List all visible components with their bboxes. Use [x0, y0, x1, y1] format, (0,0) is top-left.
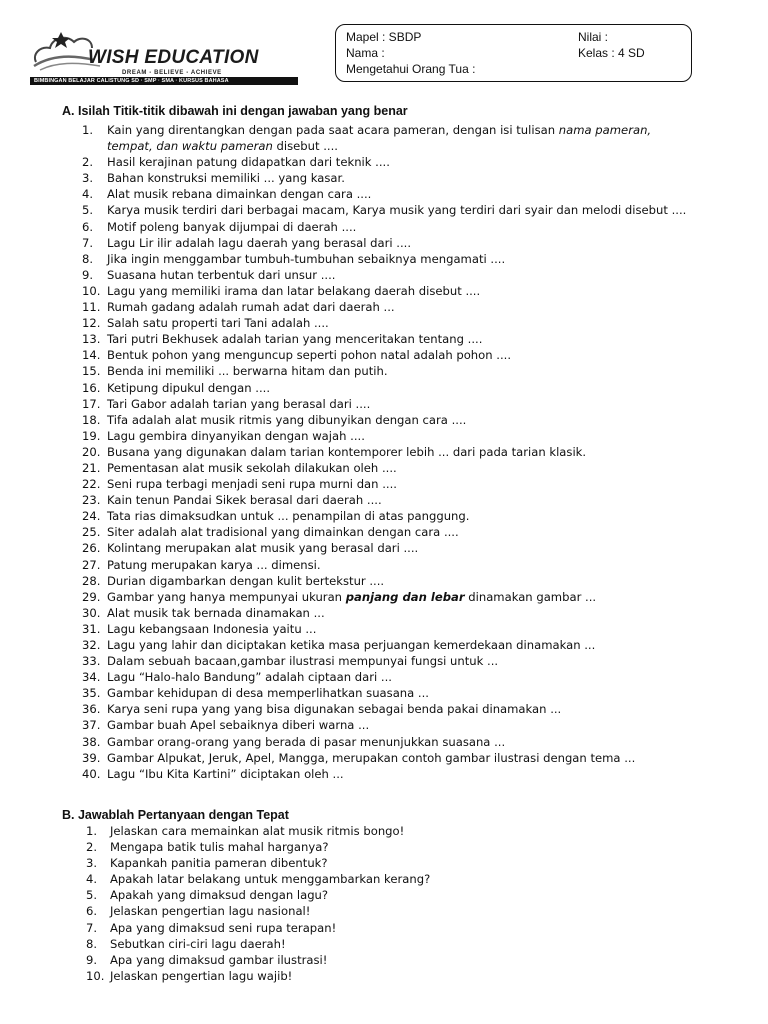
item-number: 5. — [82, 203, 94, 218]
item-text: Tifa adalah alat musik ritmis yang dibunyikan dengan cara .... — [107, 412, 467, 427]
item-text: Jelaskan pengertian lagu nasional! — [110, 904, 311, 919]
list-item — [0, 701, 768, 717]
item-text: Benda ini memiliki ... berwarna hitam dan putih. — [107, 364, 388, 379]
item-number: 1. — [82, 123, 94, 137]
item-number: 6. — [82, 219, 94, 234]
item-text: Sebutkan ciri-ciri lagu daerah! — [110, 936, 286, 951]
list-item — [0, 251, 768, 267]
section-a-title: A. Isilah Titik-titik dibawah ini dengan jawaban yang benar — [62, 104, 408, 118]
list-item — [0, 460, 768, 476]
list-item — [0, 122, 768, 154]
list-item — [0, 669, 768, 685]
list-item — [0, 750, 768, 766]
mapel-field: Mapel : SBDP — [346, 30, 422, 44]
item-text: Ketipung dipukul dengan .... — [107, 380, 271, 395]
item-text: Kolintang merupakan alat musik yang berasal dari .... — [107, 541, 419, 556]
list-item — [0, 540, 768, 556]
item-number: 21. — [82, 460, 101, 475]
item-text: Lagu “Halo-halo Bandung” adalah ciptaan dari ... — [107, 670, 392, 685]
list-item — [0, 871, 768, 887]
item-text: Lagu Lir ilir adalah lagu daerah yang berasal dari .... — [107, 235, 412, 250]
item-number: 33. — [82, 654, 101, 669]
item-text: Patung merupakan karya ... dimensi. — [107, 557, 321, 572]
item-text: Lagu kebangsaan Indonesia yaitu ... — [107, 621, 317, 636]
list-item — [0, 492, 768, 508]
list-item — [0, 154, 768, 170]
list-item — [0, 299, 768, 315]
list-item — [0, 621, 768, 637]
item-number: 7. — [82, 235, 94, 250]
item-number: 14. — [82, 348, 101, 363]
item-text: Tari Gabor adalah tarian yang berasal dari .... — [107, 396, 371, 411]
item-text: Apa yang dimaksud gambar ilustrasi! — [110, 952, 328, 967]
list-item — [0, 476, 768, 492]
logo-bar-text: BIMBINGAN BELAJAR CALISTUNG SD · SMP · SMA · KURSUS BAHASA — [34, 78, 229, 84]
list-item — [0, 557, 768, 573]
item-number: 17. — [82, 396, 101, 411]
list-item — [0, 524, 768, 540]
nama-field: Nama : — [346, 46, 385, 60]
item-text: Dalam sebuah bacaan,gambar ilustrasi mempunyai fungsi untuk ... — [107, 654, 499, 669]
item-number: 4. — [82, 187, 94, 202]
item-number: 39. — [82, 750, 101, 765]
logo-title: WISH EDUCATION — [88, 47, 259, 68]
item-number: 7. — [86, 920, 98, 935]
list-item — [0, 202, 768, 218]
mengetahui-orang-tua-field: Mengetahui Orang Tua : — [346, 62, 476, 76]
list-item — [0, 734, 768, 750]
item-number: 31. — [82, 621, 101, 636]
item-text: Lagu gembira dinyanyikan dengan wajah .... — [107, 428, 365, 443]
item-text: Suasana hutan terbentuk dari unsur .... — [107, 267, 336, 282]
item-text: Karya musik terdiri dari berbagai macam, Karya musik yang terdiri dari syair dan melodi disebut .... — [107, 203, 687, 218]
item-number: 3. — [82, 171, 94, 186]
item-text: Alat musik rebana dimainkan dengan cara .... — [107, 187, 372, 202]
section-b-title: B. Jawablah Pertanyaan dengan Tepat — [62, 808, 289, 822]
item-text: Rumah gadang adalah rumah adat dari daerah ... — [107, 300, 395, 315]
list-item — [0, 428, 768, 444]
list-item — [0, 887, 768, 903]
item-number: 38. — [82, 734, 101, 749]
student-info-box — [335, 24, 692, 82]
list-item — [0, 637, 768, 653]
item-number: 8. — [82, 251, 94, 266]
item-text: Gambar Alpukat, Jeruk, Apel, Mangga, merupakan contoh gambar ilustrasi dengan tema ... — [107, 750, 636, 765]
item-text: Kain tenun Pandai Sikek berasal dari daerah .... — [107, 493, 382, 508]
item-text: Bahan konstruksi memiliki ... yang kasar. — [107, 171, 345, 186]
item-number: 4. — [86, 872, 98, 887]
list-item — [0, 855, 768, 871]
list-item — [0, 952, 768, 968]
logo — [30, 26, 298, 84]
item-text: Jika ingin menggambar tumbuh-tumbuhan sebaiknya mengamati .... — [107, 251, 506, 266]
item-number: 3. — [86, 856, 98, 871]
list-item — [0, 283, 768, 299]
item-text: Alat musik tak bernada dinamakan ... — [107, 605, 325, 620]
list-item — [0, 412, 768, 428]
list-item — [0, 766, 768, 782]
item-text: Jelaskan pengertian lagu wajib! — [110, 968, 293, 983]
item-number: 20. — [82, 444, 101, 459]
list-item — [0, 235, 768, 251]
item-text: Gambar yang hanya mempunyai ukuran panjang dan lebar dinamakan gambar ... — [107, 589, 597, 604]
item-number: 23. — [82, 493, 101, 508]
kelas-field: Kelas : 4 SD — [578, 46, 645, 60]
item-text: Pementasan alat musik sekolah dilakukan oleh .... — [107, 460, 397, 475]
list-item — [0, 903, 768, 919]
item-text: Bentuk pohon yang menguncup seperti pohon natal adalah pohon .... — [107, 348, 512, 363]
logo-bar — [30, 77, 298, 85]
list-item — [0, 936, 768, 952]
item-number: 22. — [82, 477, 101, 492]
item-number: 36. — [82, 702, 101, 717]
item-text: Durian digambarkan dengan kulit bertekstur .... — [107, 573, 385, 588]
item-text: Siter adalah alat tradisional yang dimainkan dengan cara .... — [107, 525, 459, 540]
item-text-continued: tempat, dan waktu pameran disebut .... — [107, 139, 338, 154]
item-text: Motif poleng banyak dijumpai di daerah .... — [107, 219, 357, 234]
item-number: 6. — [86, 904, 98, 919]
item-text: Apa yang dimaksud seni rupa terapan! — [110, 920, 337, 935]
section-b-list — [0, 823, 768, 984]
list-item — [0, 331, 768, 347]
list-item — [0, 823, 768, 839]
item-number: 15. — [82, 364, 101, 379]
item-text: Tari putri Bekhusek adalah tarian yang menceritakan tentang .... — [107, 332, 483, 347]
item-number: 26. — [82, 541, 101, 556]
item-text: Apakah latar belakang untuk menggambarkan kerang? — [110, 872, 431, 887]
list-item — [0, 380, 768, 396]
list-item — [0, 186, 768, 202]
item-number: 5. — [86, 888, 98, 903]
item-text: Hasil kerajinan patung didapatkan dari teknik .... — [107, 155, 390, 170]
item-text: Gambar buah Apel sebaiknya diberi warna ... — [107, 718, 370, 733]
item-text: Gambar kehidupan di desa memperlihatkan suasana ... — [107, 686, 429, 701]
nilai-field: Nilai : — [578, 30, 609, 44]
item-number: 16. — [82, 380, 101, 395]
item-number: 34. — [82, 670, 101, 685]
item-text: Seni rupa terbagi menjadi seni rupa murni dan .... — [107, 477, 397, 492]
item-number: 10. — [86, 968, 105, 983]
item-number: 19. — [82, 428, 101, 443]
item-text: Salah satu properti tari Tani adalah .... — [107, 316, 329, 331]
item-number: 1. — [86, 824, 98, 838]
item-number: 8. — [86, 936, 98, 951]
item-number: 9. — [82, 267, 94, 282]
item-number: 9. — [86, 952, 98, 967]
list-item — [0, 170, 768, 186]
list-item — [0, 267, 768, 283]
list-item — [0, 347, 768, 363]
item-text: Busana yang digunakan dalam tarian kontemporer lebih ... dari pada tarian klasik. — [107, 444, 587, 459]
item-number: 2. — [86, 840, 98, 855]
item-number: 35. — [82, 686, 101, 701]
list-item — [0, 968, 768, 984]
item-number: 11. — [82, 300, 101, 315]
item-number: 24. — [82, 509, 101, 524]
list-item — [0, 589, 768, 605]
list-item — [0, 653, 768, 669]
item-text: Tata rias dimaksudkan untuk ... penampilan di atas panggung. — [107, 509, 470, 524]
item-text: Apakah yang dimaksud dengan lagu? — [110, 888, 329, 903]
item-text: Kapankah panitia pameran dibentuk? — [110, 856, 328, 871]
item-number: 2. — [82, 155, 94, 170]
item-number: 30. — [82, 605, 101, 620]
list-item — [0, 444, 768, 460]
item-number: 25. — [82, 525, 101, 540]
item-number: 28. — [82, 573, 101, 588]
section-a-items-2-28 — [0, 154, 768, 589]
item-text: Mengapa batik tulis mahal harganya? — [110, 840, 329, 855]
item-text: Lagu yang memiliki irama dan latar belakang daerah disebut .... — [107, 283, 481, 298]
list-item — [0, 363, 768, 379]
list-item — [0, 717, 768, 733]
item-number: 27. — [82, 557, 101, 572]
item-number: 18. — [82, 412, 101, 427]
list-item — [0, 685, 768, 701]
item-text: Kain yang direntangkan dengan pada saat acara pameran, dengan isi tulisan nama pameran, — [107, 123, 652, 137]
item-text: Gambar orang-orang yang berada di pasar menunjukkan suasana ... — [107, 734, 506, 749]
section-a-list — [0, 122, 768, 782]
list-item — [0, 315, 768, 331]
list-item — [0, 219, 768, 235]
list-item — [0, 573, 768, 589]
list-item — [0, 839, 768, 855]
list-item — [0, 396, 768, 412]
item-number: 32. — [82, 638, 101, 652]
item-number: 12. — [82, 316, 101, 331]
list-item — [0, 508, 768, 524]
item-number: 29. — [82, 589, 101, 604]
item-number: 10. — [82, 283, 101, 298]
item-text: Jelaskan cara memainkan alat musik ritmis bongo! — [110, 824, 405, 838]
list-item — [0, 920, 768, 936]
item-text: Karya seni rupa yang yang bisa digunakan sebagai benda pakai dinamakan ... — [107, 702, 562, 717]
section-a-items-30-40 — [0, 605, 768, 782]
item-number: 40. — [82, 766, 101, 781]
item-text: Lagu “Ibu Kita Kartini” diciptakan oleh ... — [107, 766, 344, 781]
item-number: 13. — [82, 332, 101, 347]
item-text: Lagu yang lahir dan diciptakan ketika masa perjuangan kemerdekaan dinamakan ... — [107, 638, 596, 652]
item-number: 37. — [82, 718, 101, 733]
list-item — [0, 605, 768, 621]
logo-tagline: DREAM - BELIEVE - ACHIEVE — [122, 70, 222, 76]
